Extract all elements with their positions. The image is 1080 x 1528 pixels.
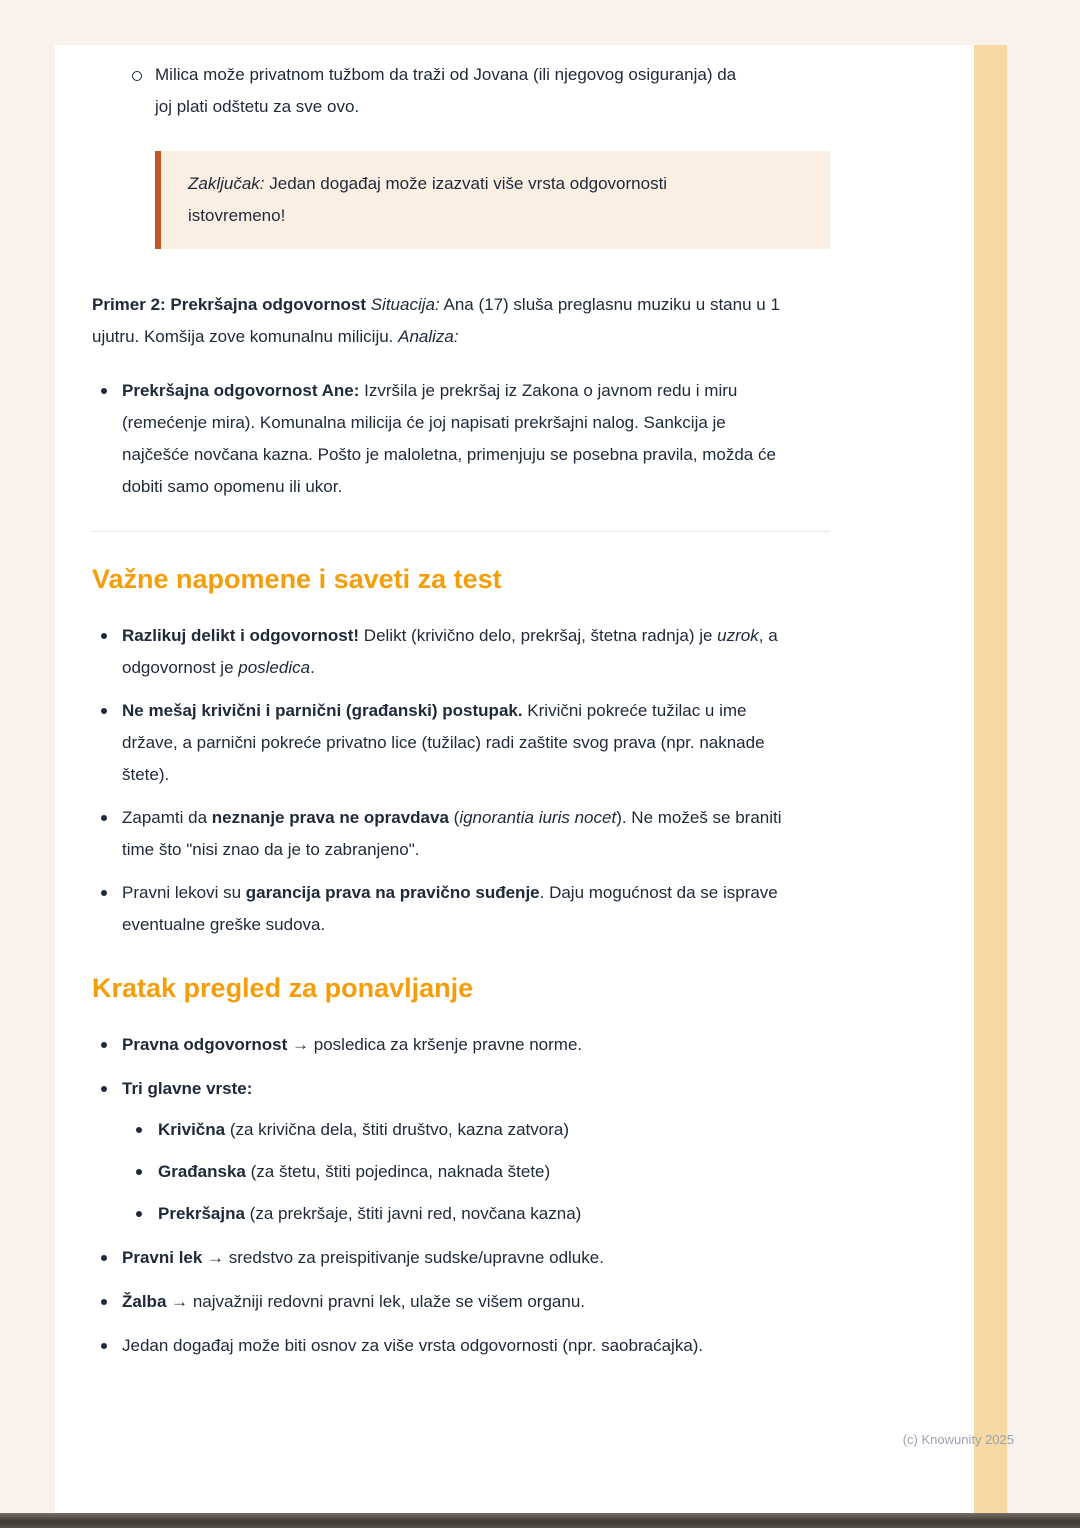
intro-bullet-list	[92, 59, 747, 123]
conclusion-callout	[155, 151, 830, 249]
list-item	[92, 1330, 732, 1362]
list-item-text: Prekršajna (za prekršaje, štiti javni red, novčana kazna)	[158, 1204, 582, 1223]
list-item	[92, 802, 792, 866]
list-item-text: Tri glavne vrste:	[122, 1079, 253, 1098]
review-sub-bullet-list	[122, 1114, 732, 1230]
list-item	[92, 375, 792, 503]
document-page	[55, 45, 1007, 1513]
example2-paragraph: Primer 2: Prekršajna odgovornost Situacija: Ana (17) sluša preglasnu muziku u stanu u 1 ujutru. Komšija zove komunalnu miliciju. Analiza:	[92, 295, 780, 346]
example2-bullet-list	[92, 375, 792, 503]
list-item	[122, 1198, 732, 1230]
list-item-text: Prekršajna odgovornost Ane: Izvršila je prekršaj iz Zakona o javnom redu i miru (remećenje mira). Komunalna milicija će joj napisati prekršajni nalog. Sankcija je najčešće novčana kazna. Pošto je maloletna, primenjuju se posebna pravila, možda će dobiti samo opomenu ili ukor.	[122, 381, 776, 496]
list-item	[92, 695, 792, 791]
list-item-text: Zapamti da neznanje prava ne opravdava (ignorantia iuris nocet). Ne možeš se braniti time što "nisi znao da je to zabranjeno".	[122, 808, 782, 859]
list-item-text: Jedan događaj može biti osnov za više vrsta odgovornosti (npr. saobraćajka).	[122, 1336, 704, 1355]
list-item	[122, 1156, 732, 1188]
list-item	[92, 1242, 732, 1274]
list-item	[92, 1286, 732, 1318]
list-item-text: Pravni lekovi su garancija prava na pravično suđenje. Daju mogućnost da se isprave eventualne greške sudova.	[122, 883, 778, 934]
list-item	[92, 59, 747, 123]
list-item	[92, 1029, 732, 1061]
list-item	[92, 620, 792, 684]
list-item	[122, 1114, 732, 1146]
section-title-notes: Važne napomene i saveti za test	[92, 564, 502, 594]
list-item	[92, 1073, 732, 1230]
list-item-text: Ne mešaj krivični i parnični (građanski) postupak. Krivični pokreće tužilac u ime države, a parnični pokreće privatno lice (tužilac) radi zaštite svog prava (npr. naknade štete).	[122, 701, 765, 784]
review-bullet-list	[92, 1029, 732, 1362]
section-title-review: Kratak pregled za ponavljanje	[92, 973, 474, 1003]
list-item-text: Pravni lek → sredstvo za preispitivanje sudske/upravne odluke.	[122, 1248, 604, 1267]
page-break-shadow	[0, 1513, 1080, 1528]
list-item-text: Milica može privatnom tužbom da traži od Jovana (ili njegovog osiguranja) da joj plati odštetu za sve ovo.	[155, 65, 737, 116]
list-item-text: Krivična (za krivična dela, štiti društvo, kazna zatvora)	[158, 1120, 570, 1139]
section-divider	[92, 531, 830, 532]
list-item	[92, 877, 792, 941]
list-item-text: Građanska (za štetu, štiti pojedinca, naknada štete)	[158, 1162, 551, 1181]
list-item-text: Žalba → najvažniji redovni pravni lek, ulaže se višem organu.	[122, 1292, 585, 1311]
notes-bullet-list	[92, 620, 792, 941]
list-item-text: Razlikuj delikt i odgovornost! Delikt (krivično delo, prekršaj, štetna radnja) je uzrok, a odgovornost je posledica.	[122, 626, 778, 677]
copyright-note: (c) Knowunity 2025	[902, 1432, 1014, 1447]
callout-text: Zaključak: Jedan događaj može izazvati više vrsta odgovornosti istovremeno!	[188, 174, 668, 225]
document-content	[55, 45, 1007, 1362]
list-item-text: Pravna odgovornost → posledica za kršenje pravne norme.	[122, 1035, 583, 1054]
